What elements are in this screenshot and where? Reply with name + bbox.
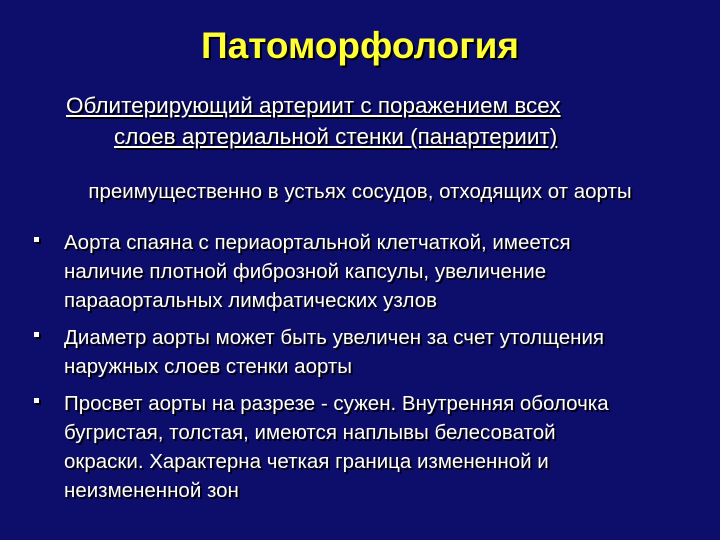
bullet-item [34,323,710,381]
bullet-line: наличие плотной фиброзной капсулы, увеличение [64,260,547,283]
bullet-line: наружных слоев стенки аорты [64,355,353,378]
bullet-list [34,228,710,505]
subtitle-line-1: Облитерирующий артериит с поражением всех [66,93,561,118]
bullet-item [34,389,710,505]
bullet-line: парааортальных лимфатических узлов [64,289,438,312]
bullet-item [34,228,710,315]
slide-title: Патоморфология [201,25,519,66]
bullet-line: Просвет аорты на разрезе - сужен. Внутренняя оболочка [64,392,609,415]
square-bullet-icon [34,237,39,242]
bullet-line: Диаметр аорты может быть увеличен за счет утолщения [64,326,605,349]
bullet-line: окраски. Характерна четкая граница измененной и [64,450,549,473]
bullet-line: бугристая, толстая, имеются наплывы белесоватой [64,421,556,444]
slide-subtitle [66,90,706,152]
bullet-line: Аорта спаяна с периаортальной клетчаткой, имеется [64,231,571,254]
subtitle-line-2: слоев артериальной стенки (панартериит) [114,124,558,149]
bullet-line: неизмененной зон [64,479,239,502]
square-bullet-icon [34,398,39,403]
slide-note: преимущественно в устьях сосудов, отходящих от аорты [88,180,632,203]
square-bullet-icon [34,332,39,337]
